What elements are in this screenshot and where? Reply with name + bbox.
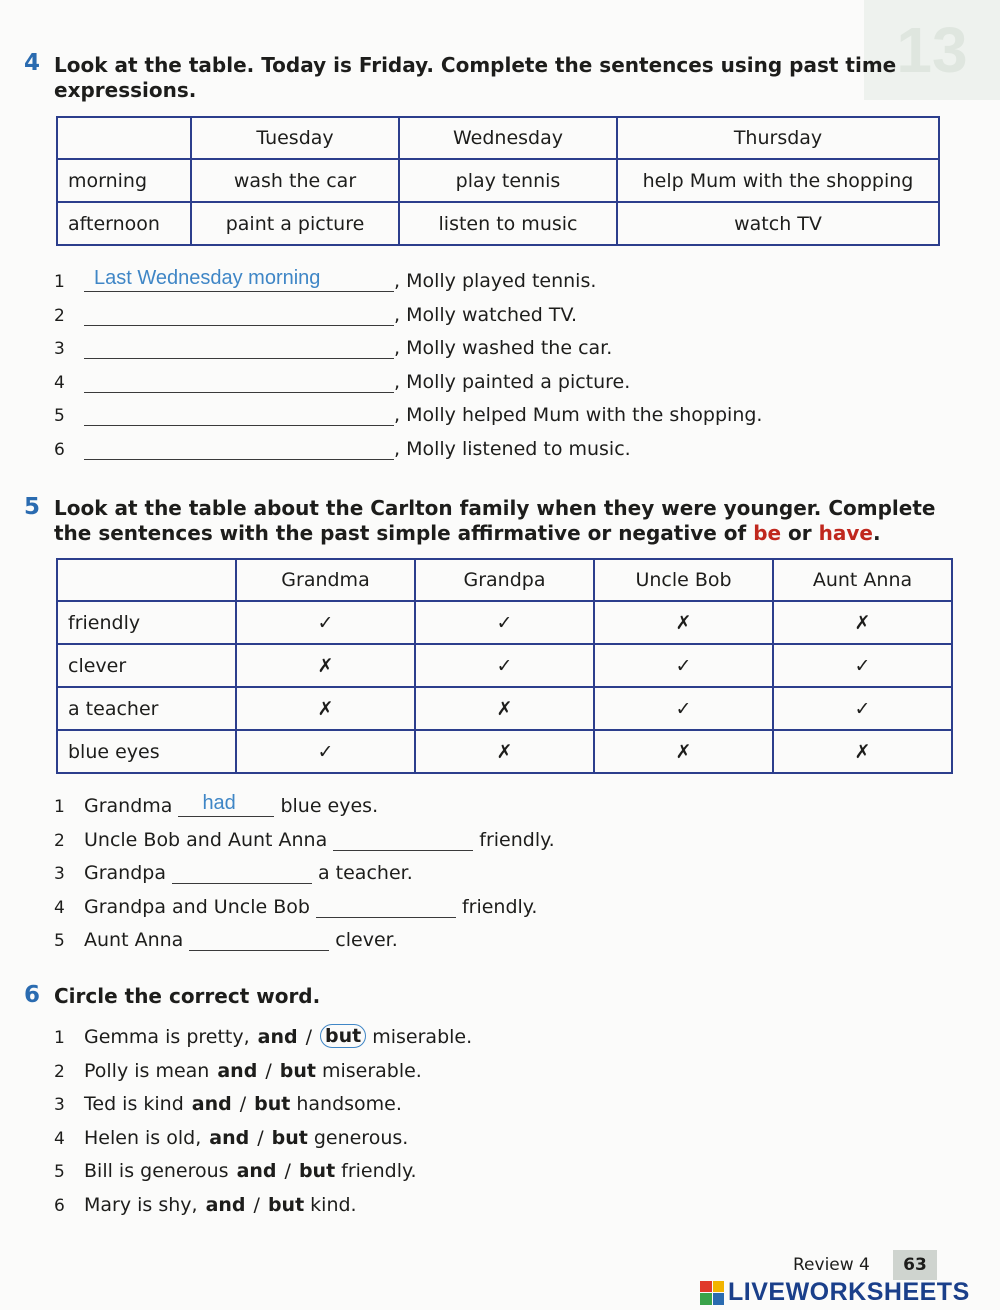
answer-blank[interactable] <box>84 299 394 326</box>
check-mark-icon: ✓ <box>773 687 952 730</box>
sentence-start: Mary is shy, <box>84 1193 198 1216</box>
item-number: 3 <box>54 1095 65 1115</box>
cross-mark-icon: ✗ <box>415 687 594 730</box>
table-row <box>57 730 952 773</box>
slash-separator: / <box>257 1126 264 1149</box>
brand-text: LIVEWORKSHEETS <box>728 1278 970 1306</box>
choice-item <box>54 1115 408 1149</box>
answer-blank[interactable] <box>84 332 394 359</box>
sentence-end: miserable. <box>321 1059 422 1082</box>
sentence-end: generous. <box>313 1126 409 1149</box>
slash-separator: / <box>253 1193 260 1216</box>
table-row <box>57 644 952 687</box>
page-number: 63 <box>893 1250 937 1280</box>
answer-blank[interactable] <box>333 824 473 851</box>
option-but[interactable]: but <box>320 1024 366 1048</box>
sentence-line <box>54 850 413 884</box>
item-number: 4 <box>54 372 65 393</box>
table-cell: play tennis <box>399 159 617 202</box>
item-number: 2 <box>54 830 65 851</box>
cross-mark-icon: ✗ <box>594 601 773 644</box>
item-number: 5 <box>54 1162 65 1182</box>
sentence-start: Bill is generous <box>84 1160 229 1182</box>
answer-text: Last Wednesday morning <box>94 267 321 289</box>
cross-mark-icon: ✗ <box>415 730 594 773</box>
option-and[interactable]: and <box>217 1059 258 1082</box>
cross-mark-icon: ✗ <box>236 644 415 687</box>
choice-item <box>54 1048 422 1082</box>
option-and[interactable]: and <box>205 1193 246 1216</box>
sentence-line <box>54 392 762 426</box>
row-header: friendly <box>57 601 236 644</box>
slash-separator: / <box>284 1160 291 1182</box>
check-mark-icon: ✓ <box>415 644 594 687</box>
column-header: Wednesday <box>399 117 617 159</box>
column-header: Uncle Bob <box>594 559 773 601</box>
item-number: 1 <box>54 1028 65 1048</box>
item-number: 3 <box>54 864 65 884</box>
column-header <box>57 559 236 601</box>
item-number: 2 <box>54 1061 65 1082</box>
row-header: clever <box>57 644 236 687</box>
exercise-5-table <box>56 558 953 774</box>
sentence-ending: friendly. <box>461 895 538 918</box>
choice-item <box>54 1014 472 1048</box>
liveworksheets-brand[interactable] <box>700 1278 970 1307</box>
row-header: blue eyes <box>57 730 236 773</box>
sentence-text: , Molly helped Mum with the shopping. <box>394 404 763 426</box>
sentence-ending: blue eyes. <box>280 795 379 817</box>
table-cell: paint a picture <box>191 202 399 245</box>
answer-blank[interactable] <box>84 366 394 393</box>
item-number: 1 <box>54 797 65 817</box>
title-period: . <box>872 521 881 545</box>
sentence-line <box>54 325 612 359</box>
row-header: a teacher <box>57 687 236 730</box>
item-number: 4 <box>54 1128 65 1149</box>
answer-blank[interactable] <box>172 857 312 884</box>
item-number: 6 <box>54 439 65 460</box>
column-header: Grandpa <box>415 559 594 601</box>
option-but[interactable]: but <box>267 1193 305 1216</box>
exercise-6-number: 6 <box>24 982 41 1008</box>
table-header-row <box>57 559 952 601</box>
item-number: 6 <box>54 1195 65 1216</box>
sentence-subject: Grandpa <box>84 862 166 884</box>
item-number: 3 <box>54 339 65 359</box>
cross-mark-icon: ✗ <box>773 601 952 644</box>
sentence-start: Gemma is pretty, <box>84 1026 250 1048</box>
option-and[interactable]: and <box>257 1026 298 1048</box>
option-and[interactable]: and <box>209 1126 250 1149</box>
answer-blank[interactable] <box>316 891 456 918</box>
choice-item <box>54 1182 357 1216</box>
sentence-start: Polly is mean <box>84 1059 210 1082</box>
cross-mark-icon: ✗ <box>236 687 415 730</box>
table-cell: watch TV <box>617 202 939 245</box>
sentence-line <box>54 292 577 326</box>
answer-blank[interactable] <box>178 790 274 817</box>
sentence-subject: Grandma <box>84 795 173 817</box>
unit-number-tab: 13 <box>864 0 1000 100</box>
column-header: Tuesday <box>191 117 399 159</box>
sentence-text: , Molly listened to music. <box>394 437 631 460</box>
sentence-subject: Aunt Anna <box>84 929 184 951</box>
option-but[interactable]: but <box>254 1093 291 1115</box>
sentence-line <box>54 783 378 817</box>
answer-blank[interactable] <box>84 433 394 460</box>
sentence-line <box>54 359 630 393</box>
sentence-end: friendly. <box>341 1160 417 1182</box>
answer-blank[interactable] <box>189 924 329 951</box>
option-and[interactable]: and <box>236 1160 277 1182</box>
sentence-line <box>54 917 398 951</box>
table-cell: listen to music <box>399 202 617 245</box>
table-row <box>57 601 952 644</box>
item-number: 2 <box>54 305 65 326</box>
exercise-4-instructions: Look at the table. Today is Friday. Complete the sentences using past time expressions. <box>54 53 897 102</box>
sentence-line <box>54 258 596 292</box>
answer-blank[interactable] <box>84 399 394 426</box>
sentence-end: handsome. <box>296 1093 402 1115</box>
sentence-ending: a teacher. <box>317 862 413 884</box>
sentence-start: Helen is old, <box>84 1126 202 1149</box>
table-header-row <box>57 117 939 159</box>
check-mark-icon: ✓ <box>236 601 415 644</box>
sentence-ending: clever. <box>335 929 398 951</box>
slash-separator: / <box>305 1026 313 1048</box>
sentence-ending: friendly. <box>479 828 555 851</box>
sentence-line <box>54 817 555 851</box>
item-number: 5 <box>54 406 65 426</box>
sentence-text: , Molly washed the car. <box>394 337 613 359</box>
table-row <box>57 687 952 730</box>
sentence-line <box>54 426 631 460</box>
table-cell: wash the car <box>191 159 399 202</box>
logo-square <box>713 1293 725 1305</box>
sentence-text: , Molly played tennis. <box>394 270 597 292</box>
slash-separator: / <box>265 1059 272 1082</box>
word-have: have <box>818 521 873 545</box>
check-mark-icon: ✓ <box>594 687 773 730</box>
item-number: 4 <box>54 897 65 918</box>
check-mark-icon: ✓ <box>236 730 415 773</box>
word-or: or <box>781 521 819 545</box>
sentence-end: kind. <box>310 1193 357 1216</box>
check-mark-icon: ✓ <box>415 601 594 644</box>
option-but[interactable]: but <box>279 1059 316 1082</box>
row-header: morning <box>57 159 191 202</box>
check-mark-icon: ✓ <box>594 644 773 687</box>
check-mark-icon: ✓ <box>773 644 952 687</box>
sentence-text: , Molly watched TV. <box>394 303 578 326</box>
item-number: 5 <box>54 931 65 951</box>
item-number: 1 <box>54 272 65 292</box>
answer-blank[interactable] <box>84 265 394 292</box>
cross-mark-icon: ✗ <box>773 730 952 773</box>
answer-text: had <box>202 792 236 814</box>
choice-item <box>54 1081 402 1115</box>
cross-mark-icon: ✗ <box>594 730 773 773</box>
choice-item <box>54 1148 417 1182</box>
liveworksheets-logo-icon <box>700 1281 724 1305</box>
column-header: Thursday <box>617 117 939 159</box>
slash-separator: / <box>239 1093 247 1115</box>
option-and[interactable]: and <box>191 1093 232 1115</box>
logo-square <box>700 1293 712 1305</box>
logo-square <box>713 1281 725 1293</box>
option-but[interactable]: but <box>298 1160 336 1182</box>
option-but[interactable]: but <box>271 1126 308 1149</box>
column-header <box>57 117 191 159</box>
column-header: Aunt Anna <box>773 559 952 601</box>
word-be: be <box>753 521 782 545</box>
sentence-line <box>54 884 537 918</box>
sentence-end: miserable. <box>372 1026 473 1048</box>
row-header: afternoon <box>57 202 191 245</box>
exercise-5-instructions <box>54 496 940 546</box>
logo-square <box>700 1281 712 1293</box>
sentence-text: , Molly painted a picture. <box>394 370 631 393</box>
table-row <box>57 159 939 202</box>
exercise-5-instructions-text: Look at the table about the Carlton family when they were younger. Complete the sentences with the past simple affirmative or negative of <box>54 496 936 545</box>
exercise-4-table <box>56 116 940 246</box>
table-row <box>57 202 939 245</box>
sentence-subject: Grandpa and Uncle Bob <box>84 895 310 918</box>
table-cell: help Mum with the shopping <box>617 159 939 202</box>
sentence-subject: Uncle Bob and Aunt Anna <box>84 828 328 851</box>
review-label: Review 4 <box>793 1255 870 1275</box>
column-header: Grandma <box>236 559 415 601</box>
exercise-5-number: 5 <box>24 494 41 520</box>
sentence-start: Ted is kind <box>84 1093 184 1115</box>
exercise-4-number: 4 <box>24 50 41 76</box>
exercise-6-instructions: Circle the correct word. <box>54 984 321 1008</box>
